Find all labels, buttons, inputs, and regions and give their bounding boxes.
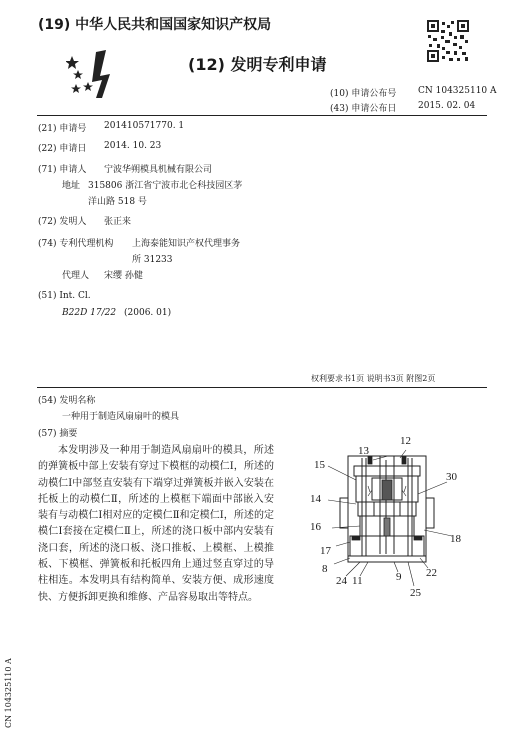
publication-number-label: (10) 申请公布号 — [330, 89, 397, 99]
section-rule — [37, 387, 487, 388]
application-number: 201410571770. 1 — [104, 121, 185, 131]
agent-label: 代理人 — [62, 271, 90, 281]
ref-9: 9 — [396, 571, 402, 583]
address-label: 地址 — [62, 181, 81, 191]
abstract-label: (57) 摘要 — [38, 429, 78, 439]
publication-number: CN 104325110 A — [418, 86, 497, 96]
applicant-label: (71) 申请人 — [38, 165, 87, 175]
ref-14: 14 — [310, 493, 321, 505]
header-rule — [37, 115, 487, 116]
abstract-text: 本发明涉及一种用于制造风扇扇叶的模具，所述的弹簧板中部上安装有穿过下模框的动模仁Ⅰ，所述的动模仁Ⅰ中部竖直安装有下端穿过弹簧板并嵌入安装在托板上的动模仁Ⅱ，所述的上模框下端面中部嵌入安装有与动模仁Ⅰ相对应的定模仁Ⅱ和定模仁Ⅰ，所述的定模仁Ⅰ套接在定模仁Ⅱ上，所述的浇口板中部内安装有浇口套，所述的浇口板、浇口推板、上模框、上模推板、下模框、弹簧板和托板四角上通过竖直穿过的导柱相连。本发明具有结构简单、安装方便、成形速度快、方便拆卸更换和维修、产品容易取出等特点。 — [38, 445, 274, 603]
agency-label: (74) 专利代理机构 — [38, 239, 114, 249]
ref-17: 17 — [320, 545, 331, 557]
publication-date: 2015. 02. 04 — [418, 101, 476, 111]
int-cl-year: (2006. 01) — [124, 308, 172, 318]
applicant: 宁波华朔模具机械有限公司 — [104, 165, 213, 175]
invention-title: 一种用于制造风扇扇叶的模具 — [62, 412, 180, 422]
application-date: 2014. 10. 23 — [104, 141, 162, 151]
inventor: 张正来 — [104, 217, 132, 227]
address-line-2: 洋山路 518 号 — [88, 197, 147, 207]
application-number-label: (21) 申请号 — [38, 124, 87, 134]
ref-25: 25 — [410, 587, 421, 599]
side-publication-number: CN 104325110 A — [4, 658, 13, 728]
ref-11: 11 — [352, 575, 363, 587]
agency-line-1: 上海泰能知识产权代理事务 — [132, 239, 241, 249]
ref-13: 13 — [358, 445, 369, 457]
mold-drawing — [300, 430, 480, 600]
qr-code-icon — [427, 20, 469, 62]
agent: 宋缨 孙健 — [104, 271, 143, 281]
ref-12: 12 — [400, 435, 411, 447]
application-date-label: (22) 申请日 — [38, 144, 87, 154]
ref-22: 22 — [426, 567, 437, 579]
inventor-label: (72) 发明人 — [38, 217, 87, 227]
ref-8: 8 — [322, 563, 328, 575]
publication-date-label: (43) 申请公布日 — [330, 104, 397, 114]
int-cl-code: B22D 17/22 — [62, 308, 117, 318]
page-counts: 权利要求书1页 说明书3页 附图2页 — [311, 374, 436, 383]
ref-30: 30 — [446, 471, 457, 483]
ref-24: 24 — [336, 575, 347, 587]
int-cl-label: (51) Int. Cl. — [38, 291, 91, 301]
office-name: (19) 中华人民共和国国家知识产权局 — [38, 17, 272, 33]
document-type: (12) 发明专利申请 — [188, 55, 327, 74]
cnipa-logo-icon — [66, 46, 126, 100]
address-line-1: 315806 浙江省宁波市北仑科技园区茅 — [88, 181, 243, 191]
ref-16: 16 — [310, 521, 321, 533]
ref-15: 15 — [314, 459, 325, 471]
title-label: (54) 发明名称 — [38, 396, 96, 406]
ref-18: 18 — [450, 533, 461, 545]
agency-line-2: 所 31233 — [132, 255, 173, 265]
